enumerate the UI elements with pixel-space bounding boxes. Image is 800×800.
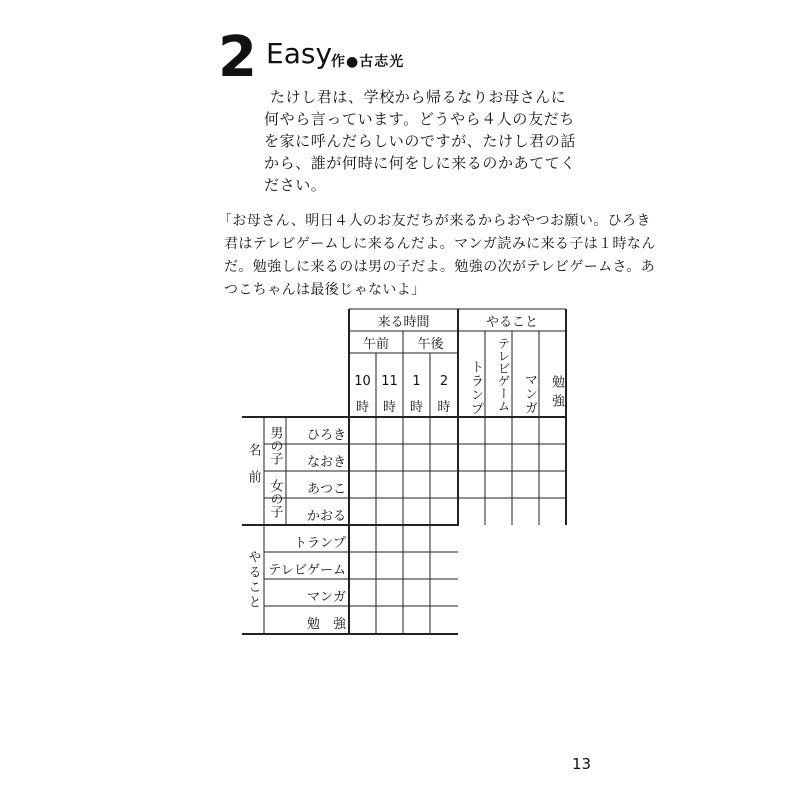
intro-line: たけし君は、学校から帰るなりお母さんに: [270, 88, 567, 106]
intro-line: ださい。: [264, 176, 327, 194]
difficulty-label: Easy: [266, 37, 333, 70]
page-number: 13: [572, 755, 592, 773]
intro-line: 何やら言っています。どうやら４人の友だち: [264, 110, 575, 128]
time-col-unit: 時: [355, 399, 369, 415]
row-label-name: あつこ: [306, 482, 346, 497]
row-label-name: ひろき: [306, 428, 346, 443]
time-col-number: 10: [354, 373, 371, 389]
row-label-activity: テレビゲーム: [268, 563, 346, 578]
row-label-name: かおる: [306, 509, 346, 524]
col-group-time: 来る時間: [377, 315, 430, 330]
row-group-activity: やること: [245, 550, 261, 610]
time-col-unit: 時: [409, 399, 423, 415]
activity-col-label: 勉強: [549, 375, 564, 413]
activity-col-label: テレビゲーム: [496, 337, 511, 412]
boys-label: 男の子: [267, 425, 283, 465]
row-group-names: 名前: [245, 443, 261, 497]
row-label-name: なおき: [306, 455, 346, 470]
row-label-activity: マンガ: [306, 590, 346, 605]
author-credit: 作●古志光: [331, 54, 405, 70]
girls-label: 女の子: [267, 478, 283, 518]
time-col-number: 11: [381, 373, 398, 389]
time-col-number: 1: [412, 373, 421, 389]
activity-col-label: マンガ: [522, 373, 537, 415]
quote-line: だ。勉強しに来るのは男の子だよ。勉強の次がテレビゲームさ。あ: [224, 259, 656, 275]
row-label-activity: 勉 強: [306, 617, 346, 632]
intro-line: を家に呼んだらしいのですが、たけし君の話: [264, 132, 577, 150]
activity-col-label: トランプ: [468, 360, 483, 416]
intro-line: から、誰が何時に何をしに来るのかあててく: [264, 154, 577, 172]
quote-line: 君はテレビゲームしに来るんだよ。マンガ読みに来る子は１時なん: [224, 236, 656, 252]
am-label: 午前: [362, 336, 389, 352]
quote-line: つこちゃんは最後じゃないよ」: [224, 282, 426, 298]
col-group-activity: やること: [485, 315, 538, 330]
quote-line: 「お母さん、明日４人のお友だちが来るからおやつお願い。ひろき: [218, 213, 651, 229]
time-col-unit: 時: [382, 399, 396, 415]
time-col-number: 2: [439, 373, 449, 389]
puzzle-number: 2: [218, 25, 257, 90]
time-col-unit: 時: [437, 399, 451, 415]
row-label-activity: トランプ: [293, 536, 346, 551]
pm-label: 午後: [417, 336, 444, 352]
